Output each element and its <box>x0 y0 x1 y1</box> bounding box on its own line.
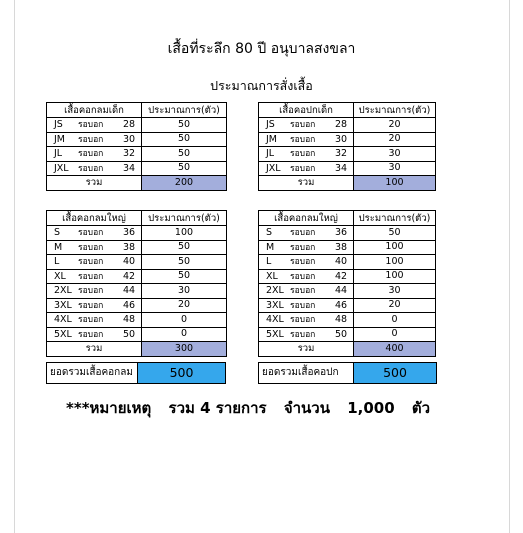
quantity-cell: 50 <box>142 132 227 147</box>
size-label: L <box>266 256 272 267</box>
chest-label: รอบอก <box>78 163 104 174</box>
size-label: S <box>54 227 61 238</box>
quantity-cell: 0 <box>142 327 227 342</box>
quantity-cell: 20 <box>354 132 436 147</box>
size-cell <box>259 327 354 342</box>
size-label: 2XL <box>54 285 72 296</box>
size-label: 5XL <box>54 328 72 340</box>
chest-size: 38 <box>335 241 348 253</box>
page-title: เสื้อที่ระลึก 80 ปี อนุบาลสงขลา <box>167 41 356 57</box>
quantity-cell: 50 <box>142 161 227 176</box>
size-label: 5XL <box>266 328 284 340</box>
chest-size: 44 <box>335 285 348 296</box>
size-label: JL <box>54 148 63 159</box>
chest-label: รอบอก <box>290 271 316 282</box>
table-row <box>47 240 227 255</box>
collar-total-label: ยอดรวมเสื้อคอปก <box>259 363 354 383</box>
chest-label: รอบอก <box>78 257 104 267</box>
size-cell <box>47 327 142 342</box>
column-header-estimate: ประมาณการ(ตัว) <box>354 211 436 226</box>
table-row <box>259 284 436 299</box>
chest-label: รอบอก <box>290 329 316 340</box>
table-row <box>259 298 436 313</box>
total-label: รวม <box>259 342 354 357</box>
size-label: JS <box>54 119 63 130</box>
table-row <box>259 255 436 270</box>
size-cell <box>259 240 354 255</box>
chest-label: รอบอก <box>78 134 104 145</box>
chest-label: รอบอก <box>290 120 316 130</box>
table-row <box>259 240 436 255</box>
adult-round-neck-table <box>46 210 227 357</box>
chest-size: 34 <box>123 162 136 174</box>
column-header-shirt-type: เสื้อคอกลมใหญ่ <box>47 211 142 226</box>
quantity-cell: 30 <box>354 284 436 299</box>
quantity-cell: 50 <box>142 240 227 255</box>
chest-label: รอบอก <box>290 228 316 238</box>
quantity-cell: 50 <box>142 255 227 270</box>
total-value: 300 <box>142 342 227 357</box>
table-row <box>259 226 436 241</box>
size-cell <box>47 240 142 255</box>
size-cell <box>259 132 354 147</box>
remark-prefix: ***หมายเหตุ <box>66 399 152 417</box>
chest-label: รอบอก <box>78 120 104 130</box>
chest-size: 46 <box>123 299 136 311</box>
size-cell <box>47 284 142 299</box>
chest-label: รอบอก <box>290 242 316 253</box>
table-row <box>47 255 227 270</box>
chest-size: 50 <box>335 328 348 340</box>
table-row <box>259 147 436 162</box>
size-label: JXL <box>54 162 69 174</box>
total-value: 400 <box>354 342 436 357</box>
round-neck-total-box <box>46 362 226 384</box>
collar-total-value: 500 <box>354 363 436 383</box>
chest-size: 28 <box>335 119 348 130</box>
table-row <box>47 147 227 162</box>
quantity-cell: 20 <box>354 118 436 133</box>
chest-label: รอบอก <box>78 286 104 296</box>
chest-label: รอบอก <box>78 300 104 311</box>
table-row <box>47 226 227 241</box>
chest-size: 48 <box>335 314 348 325</box>
chest-size: 42 <box>123 270 136 282</box>
size-label: 4XL <box>266 314 284 325</box>
table-row <box>47 284 227 299</box>
table-row <box>259 269 436 284</box>
remark-amount: 1,000 <box>347 399 395 417</box>
chest-label: รอบอก <box>78 271 104 282</box>
size-cell <box>259 118 354 133</box>
round-neck-total-value: 500 <box>138 363 225 383</box>
size-cell <box>259 226 354 241</box>
size-label: JL <box>266 148 275 159</box>
size-cell <box>47 298 142 313</box>
quantity-cell: 50 <box>354 226 436 241</box>
size-label: JM <box>54 133 65 145</box>
chest-label: รอบอก <box>78 149 104 159</box>
size-cell <box>259 313 354 328</box>
total-label: รวม <box>47 176 142 191</box>
quantity-cell: 0 <box>142 313 227 328</box>
size-cell <box>259 284 354 299</box>
quantity-cell: 20 <box>354 298 436 313</box>
total-row <box>47 342 227 357</box>
size-cell <box>47 118 142 133</box>
chest-size: 34 <box>335 162 348 174</box>
table-row <box>259 118 436 133</box>
total-row <box>259 342 436 357</box>
size-label: 3XL <box>266 299 284 311</box>
size-label: 2XL <box>266 285 284 296</box>
quantity-cell: 30 <box>354 147 436 162</box>
size-label: S <box>266 227 273 238</box>
chest-size: 42 <box>335 270 348 282</box>
size-cell <box>259 147 354 162</box>
chest-size: 40 <box>123 256 136 267</box>
quantity-cell: 30 <box>142 284 227 299</box>
chest-label: รอบอก <box>290 286 316 296</box>
table-row <box>259 327 436 342</box>
quantity-cell: 30 <box>354 161 436 176</box>
total-value: 200 <box>142 176 227 191</box>
quantity-cell: 50 <box>142 147 227 162</box>
quantity-cell: 100 <box>354 255 436 270</box>
collar-total-box <box>258 362 437 384</box>
quantity-cell: 100 <box>354 240 436 255</box>
chest-size: 44 <box>123 285 136 296</box>
size-label: JXL <box>266 162 281 174</box>
remark-unit: ตัว <box>411 399 431 417</box>
chest-size: 36 <box>335 227 348 238</box>
total-row <box>47 176 227 191</box>
table-row <box>47 161 227 176</box>
size-cell <box>259 298 354 313</box>
table-row <box>47 118 227 133</box>
column-header-estimate: ประมาณการ(ตัว) <box>142 211 227 226</box>
size-label: JM <box>266 133 277 145</box>
size-label: XL <box>266 270 278 282</box>
size-cell <box>259 269 354 284</box>
chest-size: 36 <box>123 227 136 238</box>
adult-second-table <box>258 210 436 357</box>
quantity-cell: 100 <box>354 269 436 284</box>
chest-size: 30 <box>335 133 348 145</box>
size-cell <box>47 313 142 328</box>
quantity-cell: 50 <box>142 118 227 133</box>
size-label: L <box>54 256 60 267</box>
size-label: XL <box>54 270 66 282</box>
chest-size: 48 <box>123 314 136 325</box>
column-header-estimate: ประมาณการ(ตัว) <box>354 103 436 118</box>
size-cell <box>259 161 354 176</box>
table-row <box>259 132 436 147</box>
chest-label: รอบอก <box>290 134 316 145</box>
remark-amount-label: จำนวน <box>283 399 330 417</box>
chest-size: 40 <box>335 256 348 267</box>
kids-round-neck-table <box>46 102 227 191</box>
chest-label: รอบอก <box>290 257 316 267</box>
chest-size: 28 <box>123 119 136 130</box>
table-row <box>47 327 227 342</box>
total-label: รวม <box>47 342 142 357</box>
table-row <box>47 298 227 313</box>
quantity-cell: 100 <box>142 226 227 241</box>
size-label: M <box>54 241 63 253</box>
column-header-shirt-type: เสื้อคอกลมใหญ่ <box>259 211 354 226</box>
chest-label: รอบอก <box>78 329 104 340</box>
round-neck-total-label: ยอดรวมเสื้อคอกลม <box>47 363 138 383</box>
chest-label: รอบอก <box>290 315 316 325</box>
table-row <box>47 313 227 328</box>
table-row <box>47 132 227 147</box>
remark-count: รวม 4 รายการ <box>168 399 267 417</box>
size-cell <box>47 226 142 241</box>
size-label: 4XL <box>54 314 72 325</box>
size-cell <box>47 161 142 176</box>
table-row <box>259 313 436 328</box>
size-label: JS <box>266 119 275 130</box>
chest-label: รอบอก <box>78 315 104 325</box>
total-label: รวม <box>259 176 354 191</box>
chest-size: 32 <box>123 148 136 159</box>
chest-size: 50 <box>123 328 136 340</box>
chest-label: รอบอก <box>290 300 316 311</box>
quantity-cell: 20 <box>142 298 227 313</box>
column-header-estimate: ประมาณการ(ตัว) <box>142 103 227 118</box>
size-cell <box>47 269 142 284</box>
chest-label: รอบอก <box>290 163 316 174</box>
size-cell <box>47 255 142 270</box>
table-row <box>47 269 227 284</box>
size-label: 3XL <box>54 299 72 311</box>
total-row <box>259 176 436 191</box>
page-subtitle: ประมาณการสั่งเสื้อ <box>210 78 313 93</box>
remark-line <box>66 396 442 420</box>
chest-size: 32 <box>335 148 348 159</box>
size-cell <box>47 147 142 162</box>
table-row <box>259 161 436 176</box>
size-label: M <box>266 241 275 253</box>
chest-label: รอบอก <box>78 228 104 238</box>
size-cell <box>259 255 354 270</box>
size-cell <box>47 132 142 147</box>
column-header-shirt-type: เสื้อคอกลมเด็ก <box>47 103 142 118</box>
column-header-shirt-type: เสื้อคอปกเด็ก <box>259 103 354 118</box>
chest-label: รอบอก <box>78 242 104 253</box>
chest-size: 46 <box>335 299 348 311</box>
chest-size: 30 <box>123 133 136 145</box>
chest-size: 38 <box>123 241 136 253</box>
kids-collar-table <box>258 102 436 191</box>
total-value: 100 <box>354 176 436 191</box>
quantity-cell: 0 <box>354 313 436 328</box>
quantity-cell: 0 <box>354 327 436 342</box>
quantity-cell: 50 <box>142 269 227 284</box>
chest-label: รอบอก <box>290 149 316 159</box>
